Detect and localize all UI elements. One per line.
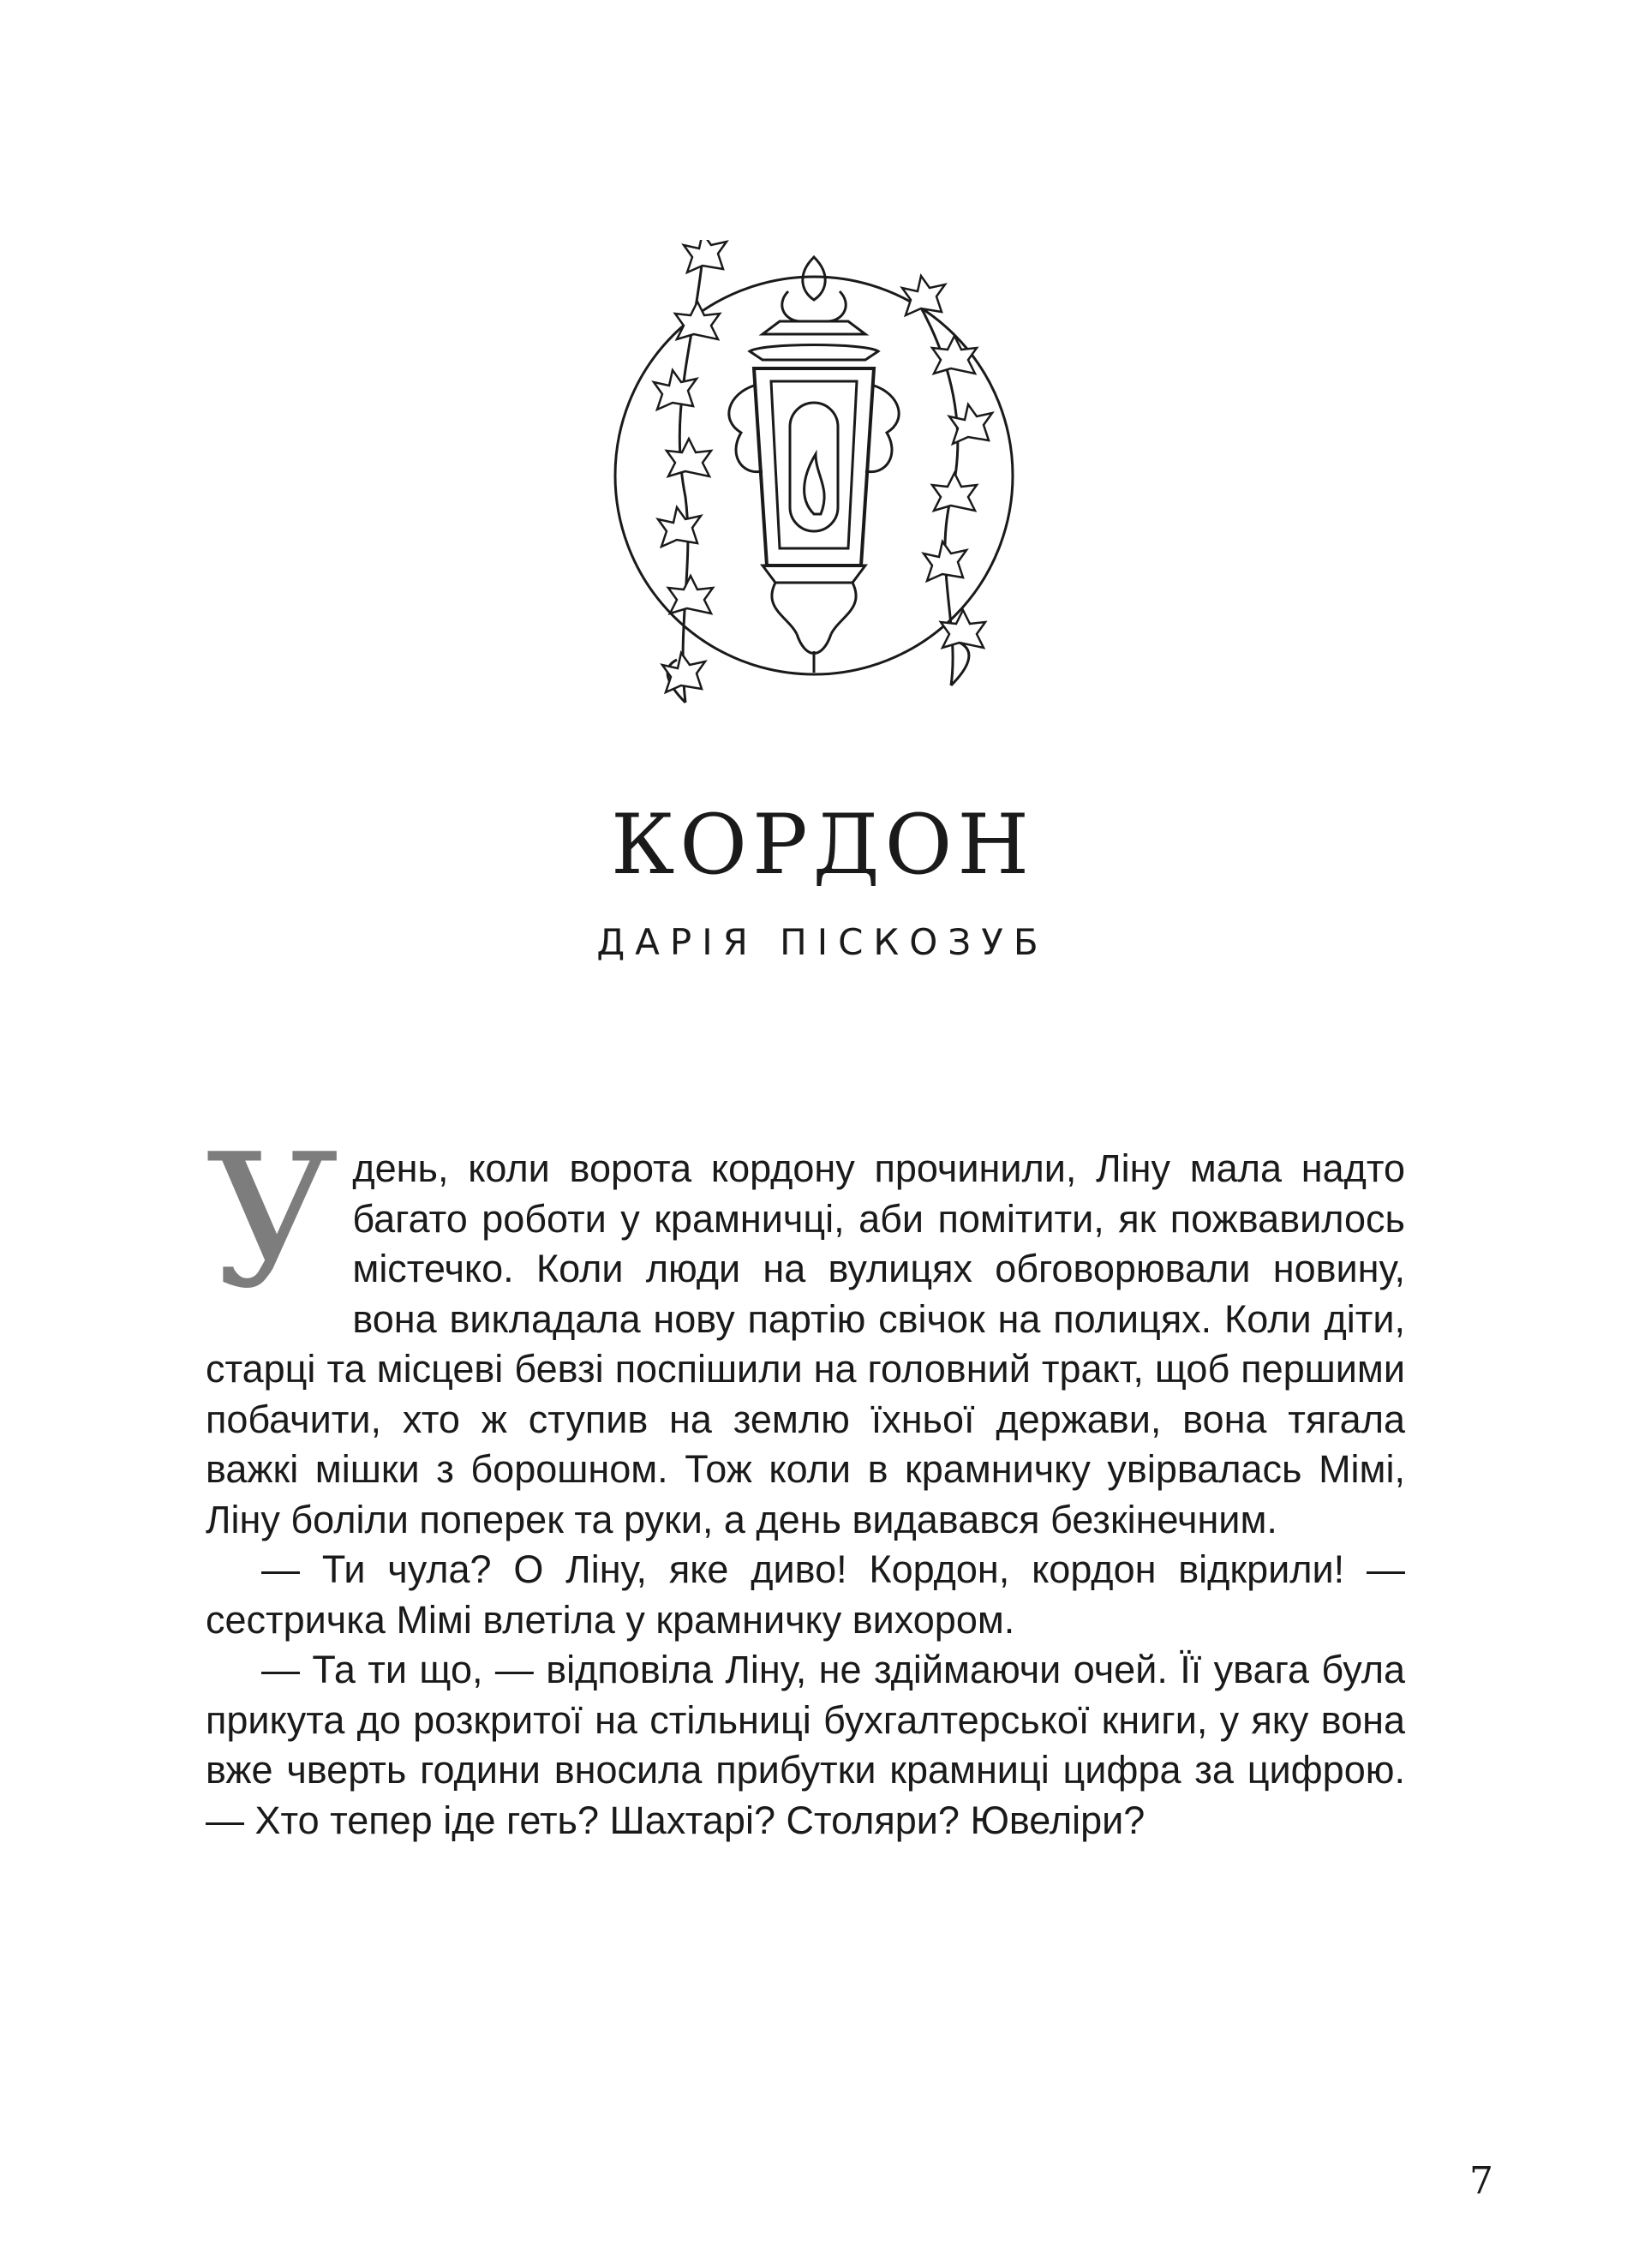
story-paragraph <box>206 1114 1405 1545</box>
page-number: 7 <box>1469 2159 1493 2203</box>
story-paragraph: — Та ти що, — відповіла Ліну, не здіймаючи очей. Її увага була прикута до розкритої на стільниці бухгалтерської книги, у яку вона вже чверть години вносила прибутки крамниці цифра за цифрою. — Хто тепер іде геть? Шахтарі? Столяри? Ювеліри? <box>206 1648 1405 1842</box>
lantern-illustration <box>591 240 1037 720</box>
chapter-author: ДАРІЯ ПІСКОЗУБ <box>596 921 1049 963</box>
story-paragraph: — Ти чула? О Ліну, яке диво! Кордон, кордон відкрили! — сестричка Мімі влетіла у крамничку вихором. <box>206 1547 1405 1642</box>
story-text <box>206 1114 1405 1846</box>
chapter-title: КОРДОН <box>610 797 1035 893</box>
first-paragraph-text: день, коли ворота кордону прочинили, Ліну мала надто багато роботи у крамничці, аби помітити, як пожвавилось містечко. Коли люди на вулицях обговорювали новину, вона викладала нову партію свічок на полицях. Коли діти, старці та місцеві бевзі поспішили на головний тракт, щоб першими побачити, хто ж ступив на землю їхньої держави, вона тягала важкі мішки з борошном. Тож коли в крамничку увірвалась Мімі, Ліну боліли поперек та руки, а день видавався безкінечним. <box>206 1146 1405 1541</box>
drop-cap: У <box>206 1114 339 1329</box>
lantern-with-ivy-icon <box>591 240 1037 720</box>
